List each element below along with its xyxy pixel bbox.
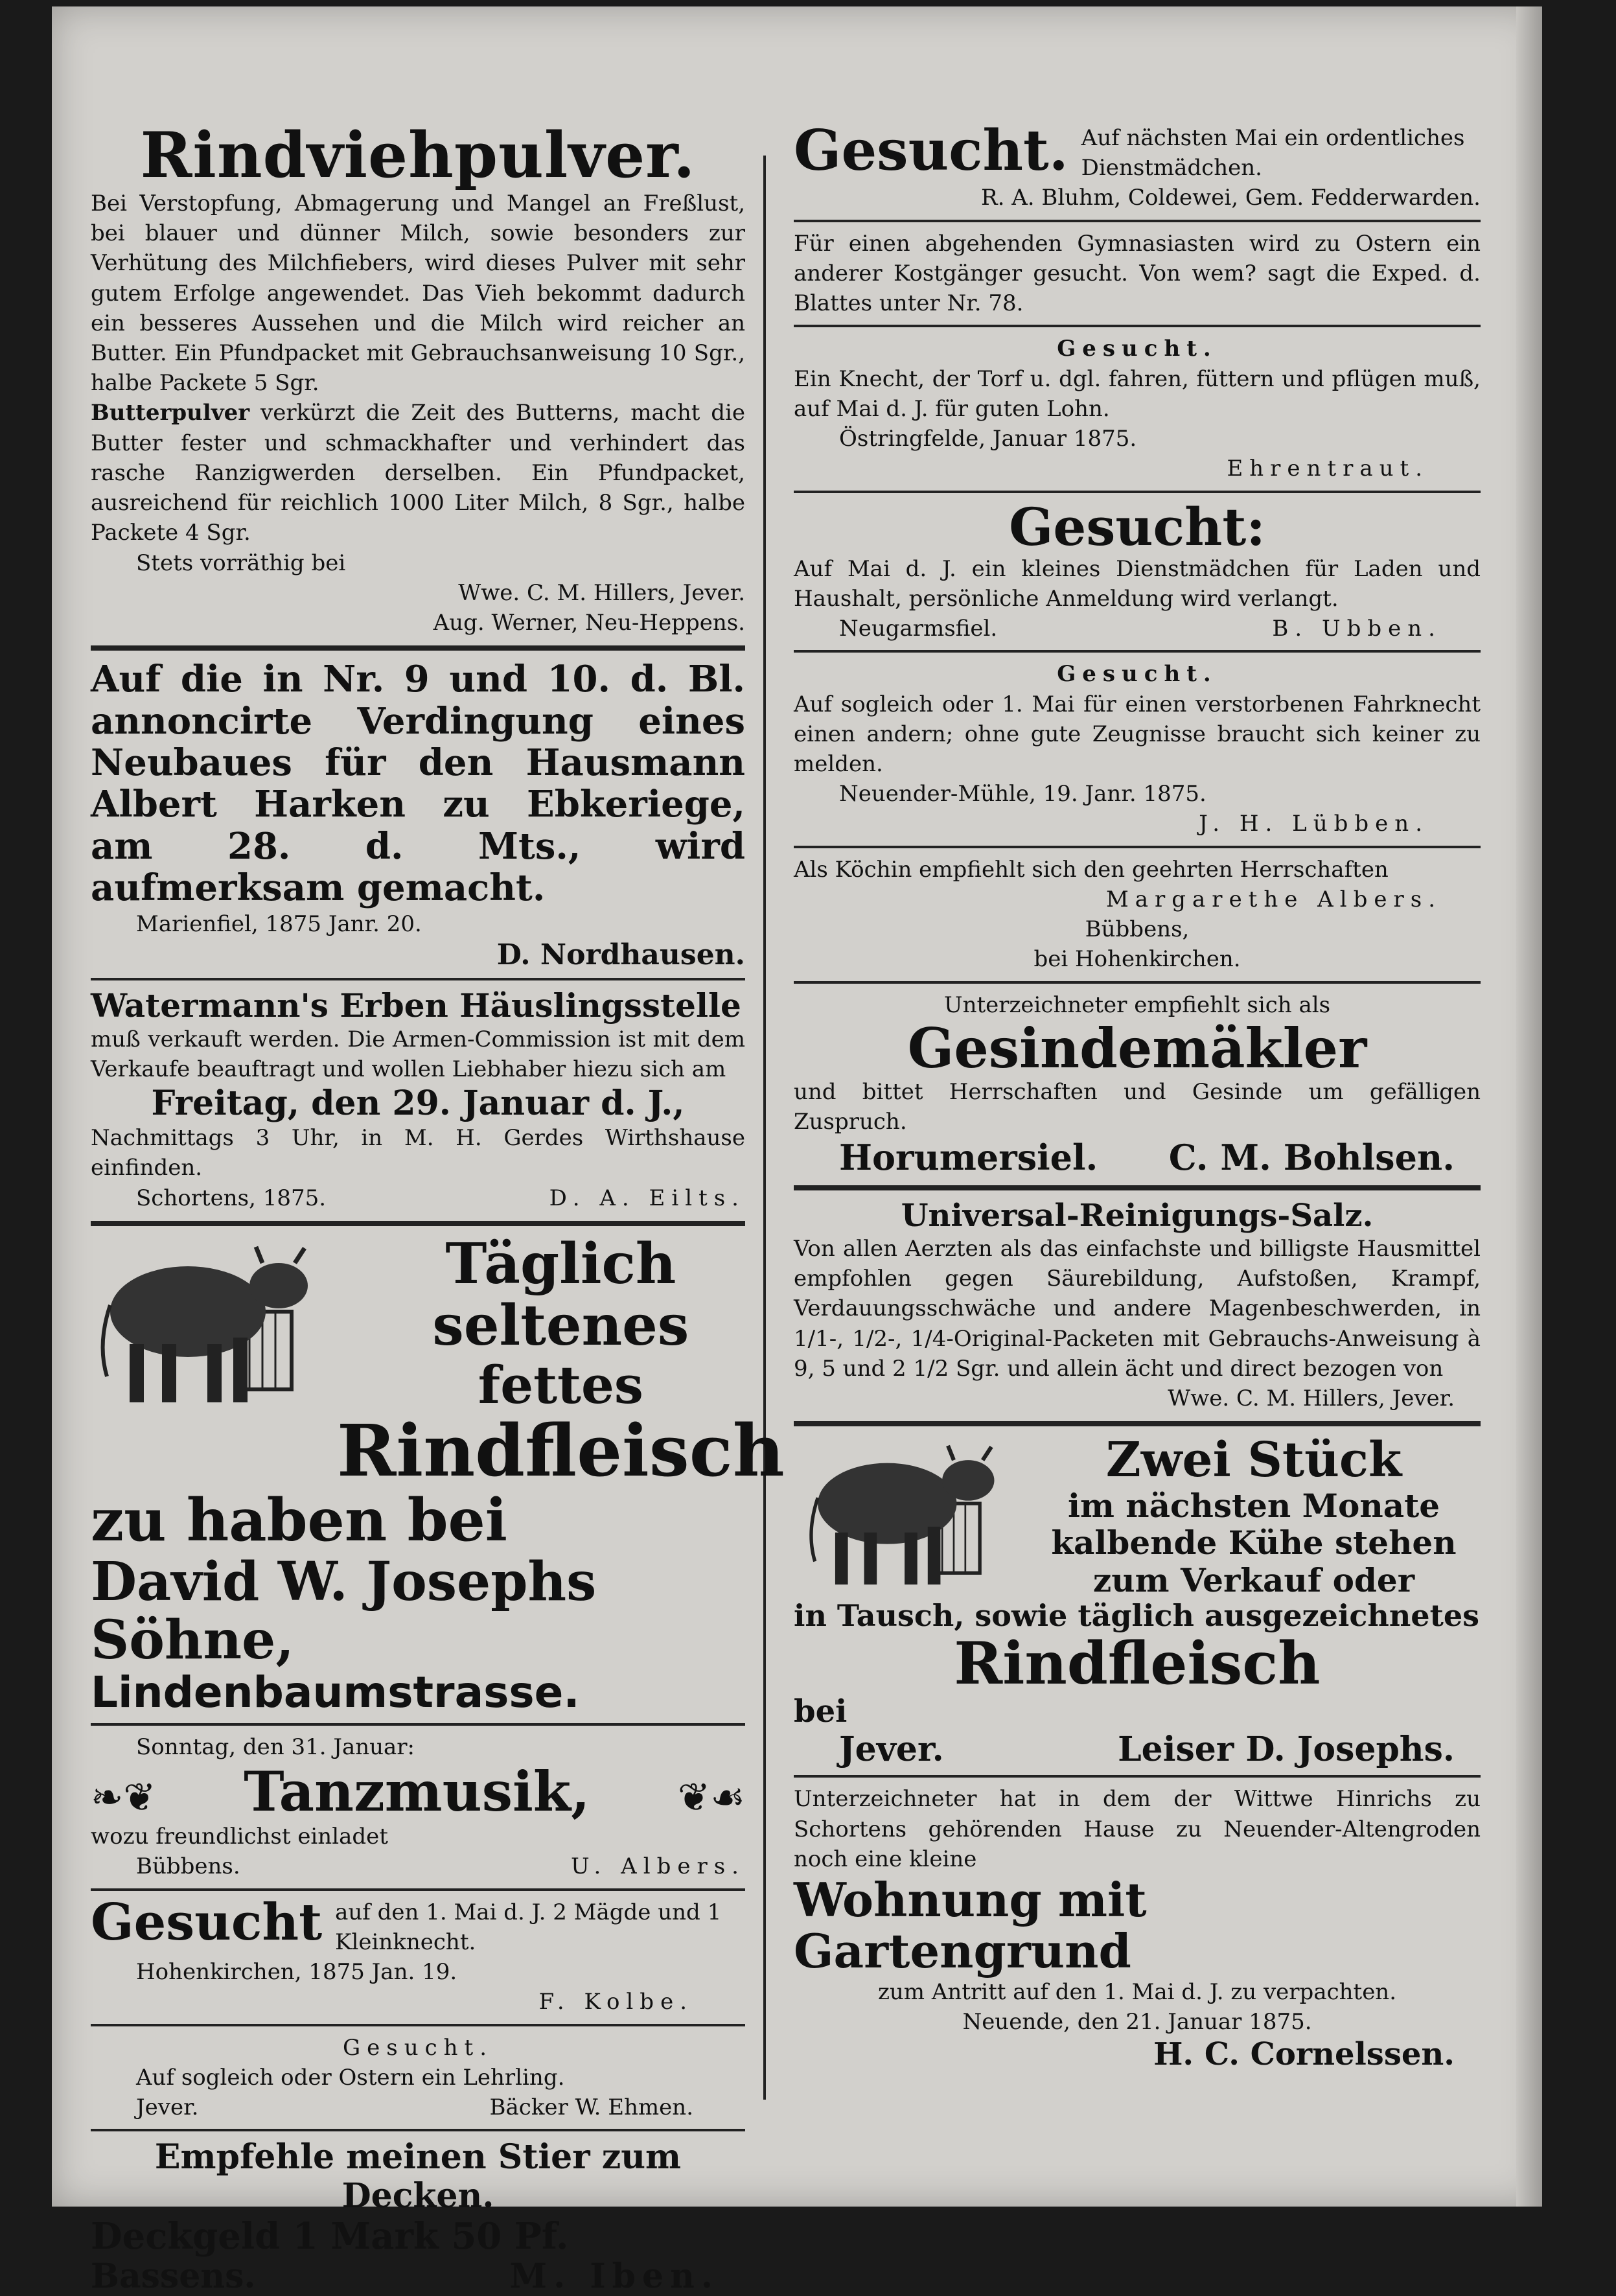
left-column bbox=[91, 119, 785, 2296]
ad-place: Neugarmsfiel. bbox=[839, 616, 998, 642]
butter-lead: Butterpulver bbox=[91, 400, 250, 426]
cow-text bbox=[337, 1231, 785, 1493]
ad-gesucht-kolbe bbox=[91, 1892, 745, 2017]
ad-title: Watermann's Erben Häuslingsstelle bbox=[91, 986, 741, 1025]
ad-footer bbox=[794, 614, 1481, 644]
line-3: kalbende Kühe stehen bbox=[1051, 1524, 1457, 1562]
ad-title: Rindviehpulver. bbox=[140, 119, 696, 192]
ad-place: Hohenkirchen, 1875 Jan. 19. bbox=[136, 1959, 457, 1986]
ad-footer bbox=[794, 1730, 1481, 1769]
line-6: Rindfleisch bbox=[954, 1629, 1321, 1698]
ad-body: Ein Knecht, der Torf u. dgl. fahren, füttern und pflügen muß, auf Mai d. J. für guten Lohn. bbox=[794, 365, 1481, 422]
ad-place-2: bei Hohenkirchen. bbox=[1033, 946, 1241, 973]
ad-signature: D. A. Eilts. bbox=[549, 1185, 745, 1211]
ad-zwei-kuehe bbox=[794, 1434, 1481, 1768]
ad-body: Auf sogleich oder Ostern ein Lehrling. bbox=[136, 2064, 565, 2091]
ad-place: Horumersiel. bbox=[839, 1136, 1098, 1178]
ad-head-wrap bbox=[794, 118, 1481, 183]
cow-block bbox=[91, 1231, 785, 1493]
ad-title: Gesucht. bbox=[1057, 661, 1218, 688]
ad-gesucht-bluhm bbox=[794, 118, 1481, 213]
line-2: im nächsten Monate bbox=[1067, 1486, 1440, 1525]
ad-date: Freitag, den 29. Januar d. J., bbox=[151, 1084, 685, 1124]
divider bbox=[794, 981, 1481, 984]
divider bbox=[91, 2024, 745, 2026]
ad-gesucht-ubben bbox=[794, 496, 1481, 644]
ad-intro: Unterzeichneter empfiehlt sich als bbox=[943, 991, 1331, 1018]
ornament-left-icon: ❧❦ bbox=[91, 1774, 156, 1820]
divider bbox=[91, 645, 745, 651]
ad-gesucht-luebben bbox=[794, 659, 1481, 839]
ad-wohnung bbox=[794, 1784, 1481, 2072]
ad-body: Für einen abgehenden Gymnasiasten wird zu Ostern ein anderer Kostgänger gesucht. Von wem? sagt die Exped. d. Blattes unter Nr. 78. bbox=[794, 230, 1481, 317]
cow-block bbox=[794, 1434, 1481, 1599]
divider bbox=[91, 1221, 745, 1226]
ad-rindviehpulver bbox=[91, 119, 745, 638]
line-4: zu haben bei bbox=[91, 1485, 507, 1555]
divider bbox=[794, 491, 1481, 493]
line-1: Täglich seltenes bbox=[432, 1231, 689, 1358]
ad-title: Gesucht. bbox=[342, 2034, 494, 2061]
ad-name: Margarethe Albers. bbox=[1105, 886, 1442, 912]
ad-body: Bei Verstopfung, Abmagerung und Mangel an Freßlust, bei blauer und dünner Milch, sowie besonders zur Verhütung des Milchfiebers, wird dieses Pulver mit sehr gutem Erfolge angewendet. Das Vieh bekommt dadurch ein besseres Aussehen und die Milch wird reicher an Butter. Ein Pfundpacket mit Gebrauchsanweisung 10 Sgr., halbe Packete 5 Sgr. bbox=[91, 190, 745, 397]
ad-verdingung bbox=[91, 658, 745, 971]
ad-kostgaenger bbox=[794, 229, 1481, 319]
ad-signature: F. Kolbe. bbox=[538, 1989, 693, 2015]
cow-text bbox=[1027, 1434, 1481, 1599]
cow-illustration bbox=[794, 1434, 1027, 1596]
ad-reinigungssalz bbox=[794, 1198, 1481, 1414]
divider bbox=[794, 1775, 1481, 1778]
ad-stier bbox=[91, 2138, 745, 2296]
line-3: Rindfleisch bbox=[337, 1409, 785, 1493]
divider bbox=[794, 650, 1481, 653]
ad-body: Auf die in Nr. 9 und 10. d. Bl. annoncirte Verdingung eines Neubaues für den Hausmann Albert Harken zu Ebkeriege, am 28. d. Mts., wird aufmerksam gemacht. bbox=[91, 658, 745, 910]
cow-illustration bbox=[91, 1234, 337, 1415]
ad-place: Marienfiel, 1875 Janr. 20. bbox=[136, 910, 422, 937]
ad-body: Von allen Aerzten als das einfachste und billigste Hausmittel empfohlen gegen Säurebildung, Aufstoßen, Krampf, Verdauungsschwäche und andere Magenbeschwerden, in 1/1-, 1/2-, 1/4-Original-Packeten mit Gebrauchs-Anweisung à 9, 5 und 2 1/2 Sgr. und allein ächt und direct bezogen von bbox=[794, 1235, 1481, 1382]
ad-date: Sonntag, den 31. Januar: bbox=[136, 1734, 415, 1760]
ad-title: Universal-Reinigungs-Salz. bbox=[901, 1197, 1374, 1234]
divider bbox=[794, 1421, 1481, 1426]
ad-signature: M. Iben. bbox=[509, 2256, 719, 2296]
line-7: bei bbox=[794, 1693, 848, 1730]
ad-signature: H. C. Cornelssen. bbox=[1153, 2036, 1455, 2073]
ad-gesucht-ehrentraut bbox=[794, 334, 1481, 483]
ad-place: Jever. bbox=[136, 2094, 199, 2121]
ad-signature: Leiser D. Josephs. bbox=[1118, 1729, 1455, 1769]
ad-signature: Wwe. C. M. Hillers, Jever. bbox=[1168, 1385, 1455, 1411]
divider bbox=[91, 2129, 745, 2131]
divider bbox=[91, 978, 745, 980]
ad-watermann bbox=[91, 987, 745, 1212]
seller-1: Wwe. C. M. Hillers, Jever. bbox=[458, 579, 745, 606]
stock-note: Stets vorräthig bei bbox=[136, 550, 346, 576]
ad-footer bbox=[91, 2093, 745, 2122]
ad-body: und bittet Herrschaften und Gesinde um gefälligen Zuspruch. bbox=[794, 1079, 1481, 1135]
ad-footer bbox=[91, 2257, 745, 2296]
ad-signature: Bäcker W. Ehmen. bbox=[489, 2094, 693, 2121]
line-1: Zwei Stück bbox=[1105, 1432, 1402, 1489]
ad-title-row bbox=[91, 1759, 745, 1824]
divider bbox=[794, 325, 1481, 327]
line-5: David W. Josephs Söhne, bbox=[91, 1550, 597, 1671]
page-edge bbox=[1516, 6, 1542, 2207]
ad-place: Schortens, 1875. bbox=[136, 1185, 327, 1211]
ad-body: Auf Mai d. J. ein kleines Dienstmädchen für Laden und Haushalt, persönliche Anmeldung wird verlangt. bbox=[794, 555, 1481, 612]
right-column bbox=[794, 118, 1481, 2073]
ad-koechin bbox=[794, 855, 1481, 975]
ad-signature: U. Albers. bbox=[571, 1853, 745, 1880]
ad-title: Tanzmusik, bbox=[244, 1759, 590, 1824]
ad-signature: J. H. Lübben. bbox=[1199, 811, 1429, 837]
ad-body: Als Köchin empfiehlt sich den geehrten Herrschaften bbox=[794, 856, 1389, 883]
ad-place: Jever. bbox=[839, 1729, 944, 1769]
ad-body: Unterzeichneter hat in dem der Wittwe Hinrichs zu Schortens gehörenden Hause zu Neuender-Altengroden noch eine kleine bbox=[794, 1786, 1481, 1872]
ad-place: Bübbens. bbox=[136, 1853, 240, 1880]
ad-body: auf den 1. Mai d. J. 2 Mägde und 1 Kleinknecht. bbox=[335, 1899, 722, 1955]
line-1: Empfehle meinen Stier zum Decken. bbox=[154, 2137, 682, 2216]
ad-signature: C. M. Bohlsen. bbox=[1168, 1136, 1455, 1178]
ad-body-2: Nachmittags 3 Uhr, in M. H. Gerdes Wirthshause einfinden. bbox=[91, 1125, 745, 1181]
ad-gesucht-ehmen bbox=[91, 2033, 745, 2123]
ad-tanzmusik bbox=[91, 1732, 745, 1882]
line-2: fettes bbox=[478, 1354, 643, 1416]
ad-body: Auf sogleich oder 1. Mai für einen verstorbenen Fahrknecht einen andern; ohne gute Zeugnisse braucht sich keiner zu melden. bbox=[794, 691, 1481, 777]
butter-body: verkürzt die Zeit des Butterns, macht die Butter fester und schmackhafter und verhindert das rasche Ranzigwerden derselben. Ein Pfundpacket, ausreichend für reichlich 1000 Liter Milch, 8 Sgr., halbe Packete 4 Sgr. bbox=[91, 400, 745, 546]
ad-place: Neuende, den 21. Januar 1875. bbox=[962, 2008, 1312, 2035]
ad-title: Gesindemäkler bbox=[907, 1015, 1367, 1080]
ad-rindfleisch bbox=[91, 1231, 785, 1718]
divider bbox=[794, 1185, 1481, 1190]
ad-invite: wozu freundlichst einladet bbox=[91, 1824, 388, 1850]
ad-head-wrap bbox=[91, 1892, 745, 1957]
ad-title: Wohnung mit Gartengrund bbox=[794, 1872, 1147, 1979]
divider bbox=[794, 220, 1481, 222]
ad-title: Gesucht. bbox=[1057, 336, 1218, 362]
ad-body-2: zum Antritt auf den 1. Mai d. J. zu verpachten. bbox=[877, 1978, 1397, 2005]
ad-footer bbox=[91, 1183, 745, 1213]
ad-signature: D. Nordhausen. bbox=[496, 938, 745, 971]
ad-title: Gesucht: bbox=[1009, 496, 1265, 557]
ad-footer bbox=[794, 1137, 1481, 1177]
line-4: zum Verkauf oder bbox=[1092, 1560, 1415, 1599]
line-6: Lindenbaumstrasse. bbox=[91, 1667, 580, 1718]
seller-2: Aug. Werner, Neu-Heppens. bbox=[433, 610, 745, 636]
ad-place: Bassens. bbox=[91, 2256, 256, 2296]
ad-place: Neuender-Mühle, 19. Janr. 1875. bbox=[839, 781, 1206, 807]
column-divider bbox=[763, 156, 766, 2100]
ad-footer bbox=[91, 1851, 745, 1881]
ornament-right-icon: ❦☙ bbox=[677, 1774, 745, 1820]
ad-signature: B. Ubben. bbox=[1272, 616, 1442, 642]
ad-place: Bübbens, bbox=[1085, 916, 1190, 943]
ad-body: Auf nächsten Mai ein ordentliches Dienstmädchen. bbox=[1081, 125, 1465, 181]
ad-body: muß verkauft werden. Die Armen-Commission ist mit dem Verkaufe beauftragt und wollen Liebhaber hiezu sich am bbox=[91, 1026, 745, 1083]
divider bbox=[794, 846, 1481, 848]
ad-signature: Ehrentraut. bbox=[1227, 456, 1429, 482]
ad-place: Östringfelde, Januar 1875. bbox=[839, 426, 1137, 452]
ad-title: Gesucht. bbox=[794, 118, 1068, 183]
ad-body-butter bbox=[91, 398, 745, 548]
ad-title: Gesucht bbox=[91, 1892, 323, 1952]
line-2: Deckgeld 1 Mark 50 Pf. bbox=[91, 2214, 569, 2258]
divider bbox=[91, 1723, 745, 1726]
ad-gesindemaekler bbox=[794, 990, 1481, 1177]
divider bbox=[91, 1888, 745, 1891]
newspaper-page bbox=[52, 6, 1542, 2296]
ad-signature: R. A. Bluhm, Coldewei, Gem. Fedderwarden. bbox=[981, 185, 1481, 211]
line-5: in Tausch, sowie täglich ausgezeichnetes bbox=[794, 1598, 1479, 1634]
